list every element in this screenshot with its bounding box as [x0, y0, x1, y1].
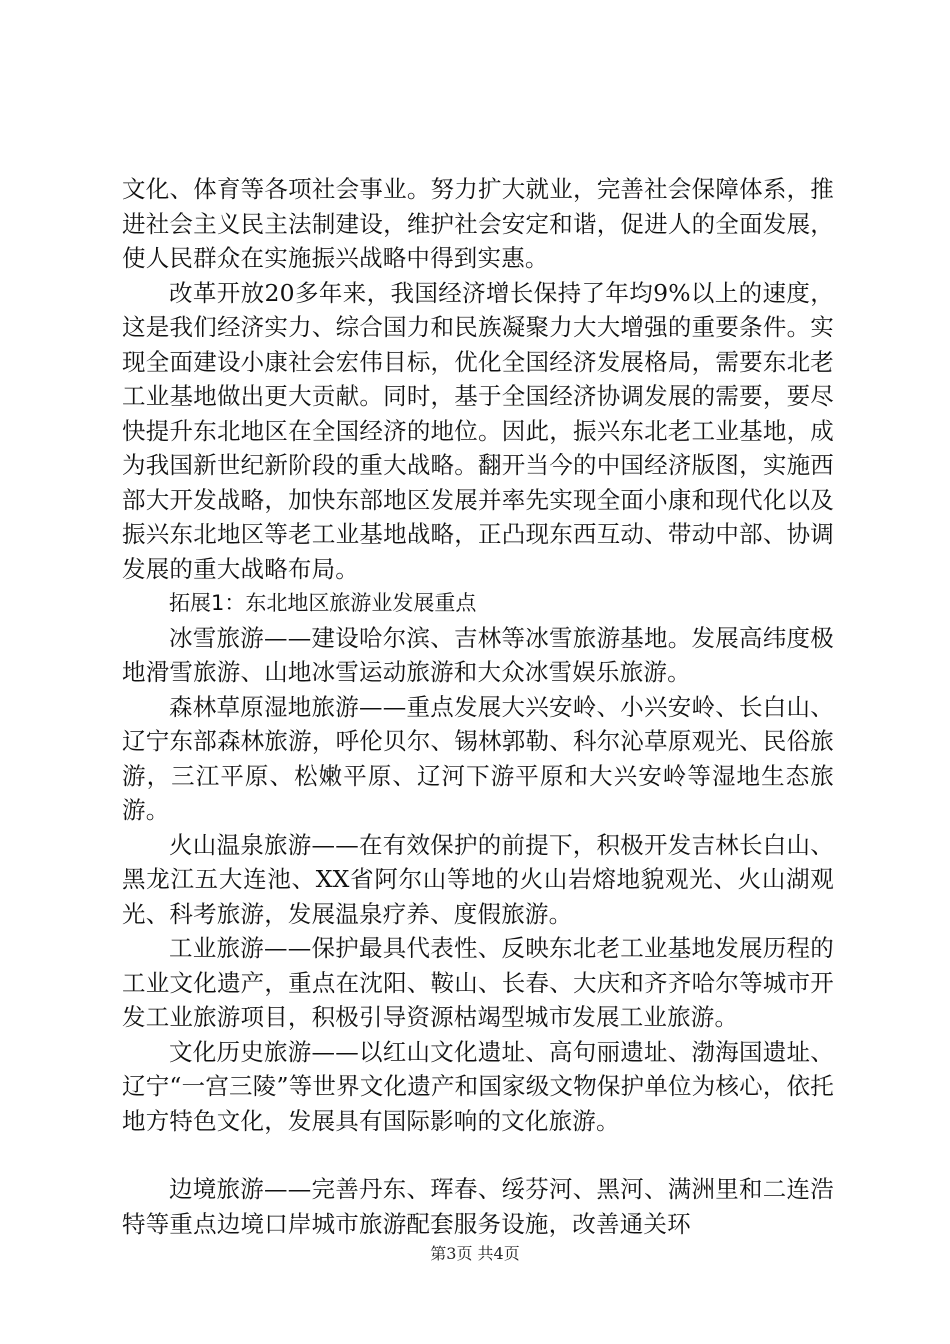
document-body	[122, 172, 834, 1241]
paragraph-gap	[122, 1138, 834, 1172]
paragraph-ice-snow-tourism: 冰雪旅游——建设哈尔滨、吉林等冰雪旅游基地。发展高纬度极地滑雪旅游、山地冰雪运动旅游和大众冰雪娱乐旅游。	[122, 623, 834, 686]
section-heading: 拓展1：东北地区旅游业发展重点	[169, 591, 477, 615]
paragraph-industrial-tourism: 工业旅游——保护最具代表性、反映东北老工业基地发展历程的工业文化遗产，重点在沈阳、鞍山、长春、大庆和齐齐哈尔等城市开发工业旅游项目，积极引导资源枯竭型城市发展工业旅游。	[122, 934, 834, 1031]
paragraph-continuation: 文化、体育等各项社会事业。努力扩大就业，完善社会保障体系，推进社会主义民主法制建设，维护社会安定和谐，促进人的全面发展，使人民群众在实施振兴战略中得到实惠。	[122, 175, 834, 272]
paragraph-forest-grassland-tourism: 森林草原湿地旅游——重点发展大兴安岭、小兴安岭、长白山、辽宁东部森林旅游，呼伦贝尔、锡林郭勒、科尔沁草原观光、民俗旅游，三江平原、松嫩平原、辽河下游平原和大兴安岭等湿地生态旅游。	[122, 692, 834, 824]
paragraph-reform-growth: 改革开放20多年来，我国经济增长保持了年均9%以上的速度，这是我们经济实力、综合国力和民族凝聚力大大增强的重要条件。实现全面建设小康社会宏伟目标，优化全国经济发展格局，需要东北老工业基地做出更大贡献。同时，基于全国经济协调发展的需要，要尽快提升东北地区在全国经济的地位。因此，振兴东北老工业基地，成为我国新世纪新阶段的重大战略。翻开当今的中国经济版图，实施西部大开发战略，加快东部地区发展并率先实现全面小康和现代化以及振兴东北地区等老工业基地战略，正凸现东西互动、带动中部、协调发展的重大战略布局。	[122, 278, 834, 583]
paragraph-volcano-hotspring-tourism: 火山温泉旅游——在有效保护的前提下，积极开发吉林长白山、黑龙江五大连池、XX省阿尔山等地的火山岩熔地貌观光、火山湖观光、科考旅游，发展温泉疗养、度假旅游。	[122, 830, 834, 928]
paragraph-cultural-history-tourism: 文化历史旅游——以红山文化遗址、高句丽遗址、渤海国遗址、辽宁“一宫三陵”等世界文化遗产和国家级文物保护单位为核心，依托地方特色文化，发展具有国际影响的文化旅游。	[122, 1037, 834, 1135]
paragraph-border-tourism: 边境旅游——完善丹东、珲春、绥芬河、黑河、满洲里和二连浩特等重点边境口岸城市旅游配套服务设施，改善通关环	[122, 1175, 834, 1238]
page-number-footer: 第3页 共4页	[430, 1244, 520, 1263]
